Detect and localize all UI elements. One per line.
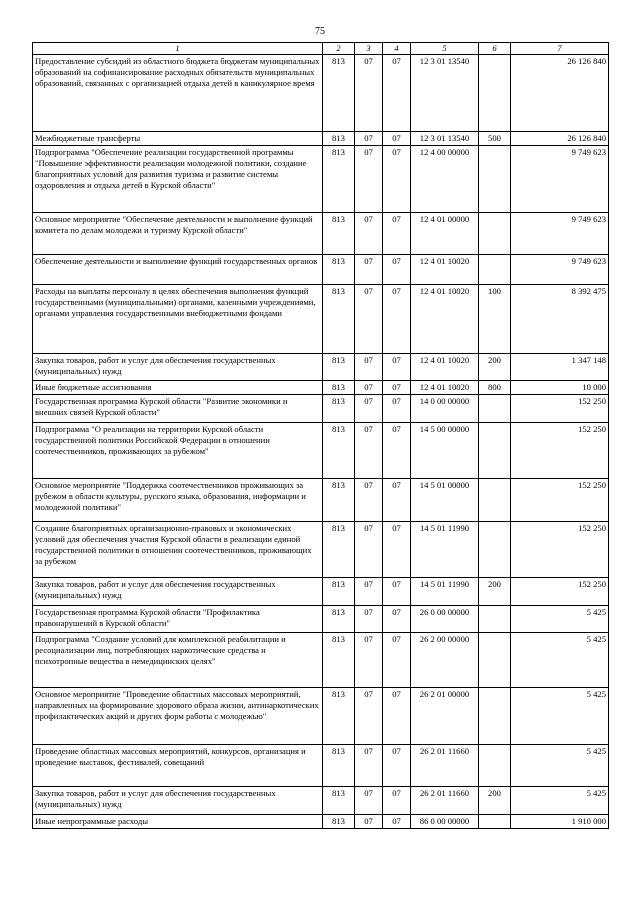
subsection-cell: 07 [383,132,411,146]
item-name-cell: Иные бюджетные ассигнования [33,381,323,395]
grbs-cell: 813 [323,55,355,132]
expense-type-cell [479,213,511,255]
amount-cell: 9 749 623 [511,255,609,285]
target-article-cell: 12 4 00 00000 [411,146,479,213]
amount-cell: 26 126 840 [511,55,609,132]
subsection-cell: 07 [383,815,411,829]
item-name-cell: Межбюджетные трансферты [33,132,323,146]
header-row [33,43,609,55]
grbs-cell: 813 [323,745,355,787]
subsection-cell: 07 [383,285,411,354]
target-article-cell: 14 0 00 00000 [411,395,479,423]
target-article-cell: 12 4 01 10020 [411,354,479,381]
table-row [33,606,609,633]
expense-type-cell: 800 [479,381,511,395]
target-article-cell: 12 3 01 13540 [411,55,479,132]
section-cell: 07 [355,395,383,423]
section-cell: 07 [355,213,383,255]
item-name-cell: Основное мероприятие "Поддержка соотечественников проживающих за рубежом в области культуры, русского языка, образования, информации и молодежной политики" [33,479,323,522]
amount-cell: 152 250 [511,479,609,522]
item-name-cell: Расходы на выплаты персоналу в целях обеспечения выполнения функций государственными (муниципальными) органами, казенными учреждениями, органами управления государственными внебюджетными фондами [33,285,323,354]
subsection-cell: 07 [383,146,411,213]
expense-type-cell [479,815,511,829]
subsection-cell: 07 [383,55,411,132]
amount-cell: 9 749 623 [511,146,609,213]
table-row [33,146,609,213]
item-name-cell: Подпрограмма "Обеспечение реализации государственной программы "Повышение эффективности реализации молодежной политики, создание благоприятных условий для развития туризма и развитие системы оздоровления и отдыха детей в Курской области" [33,146,323,213]
expense-type-cell [479,479,511,522]
section-cell: 07 [355,606,383,633]
section-cell: 07 [355,354,383,381]
table-row [33,745,609,787]
grbs-cell: 813 [323,479,355,522]
table-row [33,285,609,354]
item-name-cell: Создание благоприятных организационно-правовых и экономических условий для обеспечения участия Курской области в реализации единой государственной политики в отношении соотечественников, проживающих за рубежом [33,522,323,578]
table-row [33,479,609,522]
grbs-cell: 813 [323,354,355,381]
target-article-cell: 12 4 01 10020 [411,285,479,354]
grbs-cell: 813 [323,815,355,829]
amount-cell: 152 250 [511,395,609,423]
column-header: 4 [383,43,411,55]
table-row [33,395,609,423]
expense-type-cell [479,522,511,578]
item-name-cell: Предоставление субсидий из областного бюджета бюджетам муниципальных образований на софинансирование расходных обязательств муниципальных образований, связанных с организацией отдыха детей в каникулярное время [33,55,323,132]
target-article-cell: 26 2 01 11660 [411,787,479,815]
target-article-cell: 12 4 01 10020 [411,255,479,285]
grbs-cell: 813 [323,787,355,815]
amount-cell: 5 425 [511,606,609,633]
grbs-cell: 813 [323,578,355,606]
target-article-cell: 14 5 01 00000 [411,479,479,522]
subsection-cell: 07 [383,633,411,688]
amount-cell: 1 347 148 [511,354,609,381]
column-header: 6 [479,43,511,55]
section-cell: 07 [355,815,383,829]
section-cell: 07 [355,423,383,479]
grbs-cell: 813 [323,132,355,146]
target-article-cell: 14 5 01 11990 [411,522,479,578]
subsection-cell: 07 [383,354,411,381]
table-row [33,132,609,146]
amount-cell: 152 250 [511,578,609,606]
section-cell: 07 [355,146,383,213]
subsection-cell: 07 [383,787,411,815]
target-article-cell: 86 0 00 00000 [411,815,479,829]
target-article-cell: 12 3 01 13540 [411,132,479,146]
column-header: 3 [355,43,383,55]
subsection-cell: 07 [383,479,411,522]
expense-type-cell [479,745,511,787]
column-header: 5 [411,43,479,55]
table-body [33,55,609,829]
grbs-cell: 813 [323,213,355,255]
grbs-cell: 813 [323,146,355,213]
subsection-cell: 07 [383,381,411,395]
subsection-cell: 07 [383,578,411,606]
subsection-cell: 07 [383,745,411,787]
table-row [33,815,609,829]
item-name-cell: Иные непрограммные расходы [33,815,323,829]
amount-cell: 152 250 [511,423,609,479]
expense-type-cell [479,423,511,479]
expense-type-cell: 100 [479,285,511,354]
table-row [33,578,609,606]
item-name-cell: Государственная программа Курской области "Профилактика правонарушений в Курской области" [33,606,323,633]
item-name-cell: Проведение областных массовых мероприятий, конкурсов, организация и проведение выставок, фестивалей, совещаний [33,745,323,787]
amount-cell: 5 425 [511,688,609,745]
target-article-cell: 26 2 01 11660 [411,745,479,787]
table-row [33,787,609,815]
subsection-cell: 07 [383,395,411,423]
expense-type-cell [479,688,511,745]
section-cell: 07 [355,255,383,285]
table-row [33,423,609,479]
target-article-cell: 26 0 00 00000 [411,606,479,633]
table-row [33,213,609,255]
subsection-cell: 07 [383,423,411,479]
expense-type-cell: 200 [479,354,511,381]
section-cell: 07 [355,633,383,688]
subsection-cell: 07 [383,688,411,745]
grbs-cell: 813 [323,522,355,578]
expense-type-cell [479,255,511,285]
target-article-cell: 14 5 00 00000 [411,423,479,479]
subsection-cell: 07 [383,606,411,633]
table-row [33,522,609,578]
column-header: 2 [323,43,355,55]
grbs-cell: 813 [323,395,355,423]
expense-type-cell [479,633,511,688]
grbs-cell: 813 [323,688,355,745]
column-header: 7 [511,43,609,55]
item-name-cell: Закупка товаров, работ и услуг для обеспечения государственных (муниципальных) нужд [33,787,323,815]
amount-cell: 8 392 475 [511,285,609,354]
section-cell: 07 [355,381,383,395]
amount-cell: 9 749 623 [511,213,609,255]
expense-type-cell [479,395,511,423]
section-cell: 07 [355,787,383,815]
subsection-cell: 07 [383,255,411,285]
item-name-cell: Подпрограмма "Создание условий для комплексной реабилитации и ресоциализации лиц, потребляющих наркотические средства и психотропные вещества в немедицинских целях" [33,633,323,688]
grbs-cell: 813 [323,255,355,285]
section-cell: 07 [355,285,383,354]
expense-type-cell [479,146,511,213]
table-row [33,381,609,395]
grbs-cell: 813 [323,423,355,479]
table-row [33,354,609,381]
amount-cell: 1 910 000 [511,815,609,829]
table-row [33,255,609,285]
column-header: 1 [33,43,323,55]
section-cell: 07 [355,479,383,522]
amount-cell: 5 425 [511,787,609,815]
amount-cell: 5 425 [511,633,609,688]
target-article-cell: 26 2 01 00000 [411,688,479,745]
table-row [33,55,609,132]
amount-cell: 152 250 [511,522,609,578]
expense-type-cell [479,606,511,633]
item-name-cell: Закупка товаров, работ и услуг для обеспечения государственных (муниципальных) нужд [33,354,323,381]
section-cell: 07 [355,132,383,146]
section-cell: 07 [355,55,383,132]
target-article-cell: 12 4 01 10020 [411,381,479,395]
subsection-cell: 07 [383,522,411,578]
expense-type-cell: 200 [479,578,511,606]
expense-type-cell: 500 [479,132,511,146]
item-name-cell: Закупка товаров, работ и услуг для обеспечения государственных (муниципальных) нужд [33,578,323,606]
amount-cell: 10 000 [511,381,609,395]
amount-cell: 5 425 [511,745,609,787]
grbs-cell: 813 [323,285,355,354]
item-name-cell: Основное мероприятие "Обеспечение деятельности и выполнение функций комитета по делам молодежи и туризму Курской области" [33,213,323,255]
section-cell: 07 [355,688,383,745]
expense-type-cell: 200 [479,787,511,815]
table-row [33,688,609,745]
target-article-cell: 14 5 01 11990 [411,578,479,606]
section-cell: 07 [355,522,383,578]
grbs-cell: 813 [323,606,355,633]
target-article-cell: 26 2 00 00000 [411,633,479,688]
item-name-cell: Основное мероприятие "Проведение областных массовых мероприятий, направленных на формирование здорового образа жизни, антинаркотических профилактических акций и других форм работы с молодежью" [33,688,323,745]
page-number: 75 [315,26,325,37]
expense-type-cell [479,55,511,132]
item-name-cell: Государственная программа Курской области "Развитие экономики и внешних связей Курской области" [33,395,323,423]
section-cell: 07 [355,745,383,787]
amount-cell: 26 126 840 [511,132,609,146]
item-name-cell: Подпрограмма "О реализации на территории Курской области государственной политики Российской Федерации в отношении соотечественников, проживающих за рубежом" [33,423,323,479]
grbs-cell: 813 [323,633,355,688]
grbs-cell: 813 [323,381,355,395]
budget-table [32,42,609,829]
section-cell: 07 [355,578,383,606]
target-article-cell: 12 4 01 00000 [411,213,479,255]
table-row [33,633,609,688]
item-name-cell: Обеспечение деятельности и выполнение функций государственных органов [33,255,323,285]
subsection-cell: 07 [383,213,411,255]
